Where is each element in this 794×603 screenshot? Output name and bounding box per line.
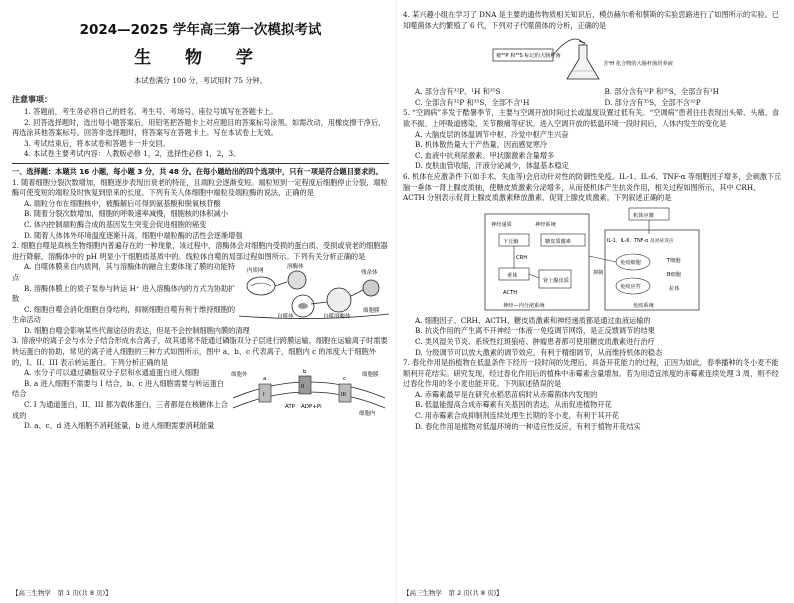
- q3-block: [12, 368, 389, 421]
- q2-stem: 2. 细胞自噬是真核生物细胞内普遍存在的一种现象，该过程中，溶酶体会对细胞内受损的蛋白质、受损或衰老的细胞器进行降解，溶酶体中的 pH 明显小于细胞质基质中的。线粒体自噬的局部过程如图所示。下列有关分析正确的是: [12, 241, 388, 261]
- phage-figure: [403, 31, 782, 87]
- fig-label: T细胞: [667, 257, 681, 264]
- fig-label: IL-1、IL-6、TNF-α 及炎症反应: [607, 238, 674, 244]
- q4-option: D. 部分含有³⁵S，全部不含³²P: [604, 97, 701, 107]
- fig-label: b: [303, 369, 307, 376]
- q5-option: C. 血液中抗利尿激素、甲状腺激素含量增多: [415, 150, 555, 160]
- fig-label: 免疫细胞: [620, 259, 641, 266]
- fig-label: ACTH: [503, 289, 518, 296]
- q4-stem: 4. 某兴趣小组在学习了 DNA 是主要的遗传物质相关知识后，模仿赫尔希和蔡斯的实验思路进行了如图所示的实验。已知噬菌体大约繁殖了 6 代，下列对子代噬菌体的分析，正确的是: [403, 10, 779, 30]
- fig-label: CRH: [516, 254, 528, 261]
- fig-label: 抑制: [593, 269, 604, 276]
- fig-label: 神经—内分泌系统: [503, 302, 545, 309]
- fig-label: I: [263, 392, 265, 399]
- fig-label: 免疫系统: [633, 302, 654, 309]
- page-2-content: [403, 10, 782, 432]
- exam-meta: 本试卷满分 100 分，考试用时 75 分钟。: [134, 76, 267, 85]
- fig-label: 含¹H 化合物的大肠杆菌培养液: [603, 61, 673, 68]
- q5-option: A. 大脑皮层的体温调节中枢、冷觉中枢产生兴奋: [415, 129, 569, 139]
- fig-label: 免疫应答: [620, 283, 641, 290]
- q3-option: C. I 为通道蛋白，II、III 都为载体蛋白，三者都是在核糖体上合成的: [12, 400, 228, 420]
- fig-label: 糖皮质激素: [545, 238, 571, 245]
- fig-label: 抗体: [669, 285, 680, 292]
- q2-option: B. 溶酶体膜上的质子泵参与转运 H⁺ 进入溶酶体内的方式为协助扩散: [12, 283, 236, 304]
- q4-option: C. 全部含有³²P 和³⁵S，全部不含¹H: [415, 97, 530, 107]
- fig-label: 机体应激: [633, 212, 654, 219]
- section-heading: 一、选择题：本题共 16 小题，每小题 3 分，共 48 分。在每小题给出的四个选项中，只有一项是符合题目要求的。: [12, 166, 383, 176]
- fig-label: 残余体: [361, 270, 378, 277]
- exam-title: 2024—2025 学年高三第一次模拟考试: [79, 22, 322, 38]
- section-rule: [12, 163, 389, 164]
- q4-option: B. 部分含有³²P 和³⁵S，全部含有¹H: [604, 87, 719, 97]
- fig-label: B细胞: [667, 271, 681, 278]
- note-item: 4. 本试卷主要考试内容：人教版必修 1，2，选择性必修 1，2，3。: [24, 149, 241, 159]
- q3-option: D. a、c、d 进入细胞不消耗能量，b 进入细胞需要消耗能量: [24, 421, 215, 431]
- autophagy-figure: [239, 262, 389, 326]
- q5-stem: 5. “空调病”多发于酷暑季节，主要与空调开放时间过长或温度设置过低有关。“空调病”患者往往表现出头晕、头痛、食欲不振、上呼吸道感染、关节酸痛等症状。进入空调开放的低温环境一段时间后，人体内发生的变化是: [403, 108, 780, 128]
- fig-label: 溶酶体: [287, 264, 304, 271]
- fig-label: ATP: [285, 404, 296, 411]
- immune-figure: [403, 204, 782, 316]
- fig-label: 细胞外: [231, 372, 248, 379]
- exam-subject: 生 物 学: [134, 48, 267, 68]
- fig-label: 细胞膜: [362, 372, 379, 379]
- q2-block: [12, 262, 389, 326]
- fig-label: 神经递质: [491, 221, 512, 228]
- page-footer: 【高三生物学 第 2 页(共 8 页)】: [403, 589, 503, 597]
- page-1-content: [12, 10, 389, 432]
- fig-label: 内质网: [247, 268, 264, 275]
- q3-stem: 3. 溶液中的离子会与水分子结合形成水合离子，故其通常不能通过磷脂双分子层进行跨膜运输。细胞在运输离子时需要转运蛋白的协助，常见的离子进入细胞的三种方式如图所示，图中 a、b、c 代表离子，细胞内 c 的浓度大于细胞外的，I、II、III 表示转运蛋白。下列分析正确的是: [12, 336, 388, 367]
- q1-option: A. 端粒分布在细胞核中，被酶解后可得到氨基酸和脱氧核苷酸: [24, 198, 221, 208]
- page-2: [397, 0, 794, 603]
- transport-figure: [229, 368, 389, 421]
- q6-option: D. 分级调节可以放大激素的调节效应，有利于精细调节，从而维持机体的稳态: [415, 347, 663, 357]
- q1-option: B. 随着分裂次数增加，细胞的呼吸速率减慢，细胞核的体积减小: [24, 209, 228, 219]
- note-item: 2. 回答选择题时，选出每小题答案后，用铅笔把答题卡上对应题目的答案标号涂黑。如需改动，用橡皮擦干净后，再选涂其他答案标号。回答非选择题时，将答案写在答题卡上。写在本试卷上无效。: [12, 117, 386, 138]
- q2-option: C. 细胞自噬会消化细胞自身结构，抑制细胞自噬有利于维持细胞的生命活动: [12, 304, 236, 325]
- fig-label: 被³²P 和³⁵S 标记的大肠杆菌: [496, 53, 561, 60]
- q6-option: B. 抗炎作用的产生离不开神经一体液一免疫调节网络，是正反馈调节的结果: [415, 326, 655, 336]
- fig-label: 神经系统: [535, 221, 556, 228]
- fig-label: c: [343, 376, 347, 383]
- fig-label: 肾上腺皮质: [543, 277, 569, 284]
- notes-heading: 注意事项：: [12, 95, 52, 104]
- q2-option: A. 自噬体膜来自内质网，其与溶酶体的融合主要体现了膜的功能特点: [12, 262, 236, 282]
- q1-stem: 1. 随着细胞分裂次数增加，细胞逐步表现出衰老的特征，且端粒会逐渐变短。端粒短到一定程度后细胞停止分裂，端粒酶可使变短的端粒及时恢复到原来的长度。下列有关人体细胞中端粒及端粒酶的说法，正确的是: [12, 177, 388, 198]
- q7-option: C. 用赤霉素合成抑制剂连续处理生长期的冬小麦，有利于其开花: [415, 411, 619, 421]
- q5-option: B. 机体散热量大于产热量，因而感觉寒冷: [415, 140, 548, 150]
- fig-label: 下丘脑: [503, 238, 519, 245]
- q4-option: A. 部分含有³²P、¹H 和³⁵S: [415, 87, 501, 97]
- fig-label: 自噬溶酶体: [323, 314, 351, 321]
- fig-label: II: [301, 384, 305, 391]
- note-item: 3. 考试结束后，将本试卷和答题卡一并交回。: [24, 138, 170, 148]
- q3-option: B. a 进入细胞不需要与 I 结合，b、c 进入细胞需要与转运蛋白结合: [12, 378, 225, 399]
- q5-option: D. 皮肤血管收缩，汗液分泌减少，体温基本稳定: [415, 161, 569, 171]
- q7-option: A. 赤霉素最早是在研究水稻恶苗病时从赤霉菌体内发现的: [415, 389, 598, 399]
- note-item: 1. 答题前，考生务必将自己的姓名、考生号、考场号、座位号填写在答题卡上。: [24, 107, 278, 116]
- fig-label: 垂体: [507, 272, 518, 279]
- q2-option: D. 细胞自噬会影响某些代谢途径的表达，但是不会控制细胞内膜的清理: [24, 325, 250, 335]
- q7-option: D. 春化作用是植物对低温环境的一种适应性反应，有利于植物开花结实: [415, 421, 641, 431]
- page-footer: 【高三生物学 第 1 页(共 8 页)】: [12, 589, 112, 597]
- fig-label: III: [341, 392, 346, 399]
- q7-stem: 7. 春化作用是指植物在低温条件下经历一段时间的处理后，具备开花能力的过程，正因为如此，春季播种的冬小麦不能顺利开花结实。研究发现，经过春化作用后的植株中赤霉素含量增加。若为用适宜浓度的赤霉素连续处理 3 周，则不经过春化作用的冬小麦也能开花。下列叙述错误的是: [403, 358, 779, 389]
- fig-label: 细胞内: [359, 411, 376, 418]
- q7-option: B. 低温能提高合成赤霉素有关基因的表达，从而促进植物开花: [415, 400, 612, 410]
- q1-option: D. 随着人体体外环境温度逐渐升高，细胞中端粒酶的活性会逐渐增强: [24, 230, 243, 240]
- fig-label: ADP+Pi: [301, 404, 322, 411]
- q6-option: C. 类风湿关节炎、系统性红斑狼疮、肿瘤患者都可使用糖皮质激素进行治疗: [415, 336, 655, 346]
- fig-label: a: [263, 376, 267, 383]
- q1-option: C. 体内控制端粒酶合成的基因发生突变会促进细胞的癌变: [24, 219, 207, 229]
- q6-option: A. 细胞因子、CRH、ACTH、糖皮质激素和神经递质都是通过血液运输的: [415, 315, 651, 325]
- fig-label: 细胞膜: [363, 308, 380, 315]
- q6-stem: 6. 机体在应激条件下(如手术、失血等)会启动针对性的防御性免疫。IL-1、IL-6、TNF-α 等细胞因子增多，会刺激下丘脑一垂体一肾上腺皮质轴，使糖皮质激素分泌增多，从而使机体产生抗炎作用，相关过程如图所示，其中 CRH、ACTH 分别表示促肾上腺皮质激素释放激素、促肾上腺皮质激素。下列叙述正确的是: [403, 171, 782, 203]
- fig-label: 自噬体: [277, 314, 294, 321]
- q3-option: A. 水分子可以通过磷脂双分子层和水通道蛋白进入细胞: [24, 368, 200, 378]
